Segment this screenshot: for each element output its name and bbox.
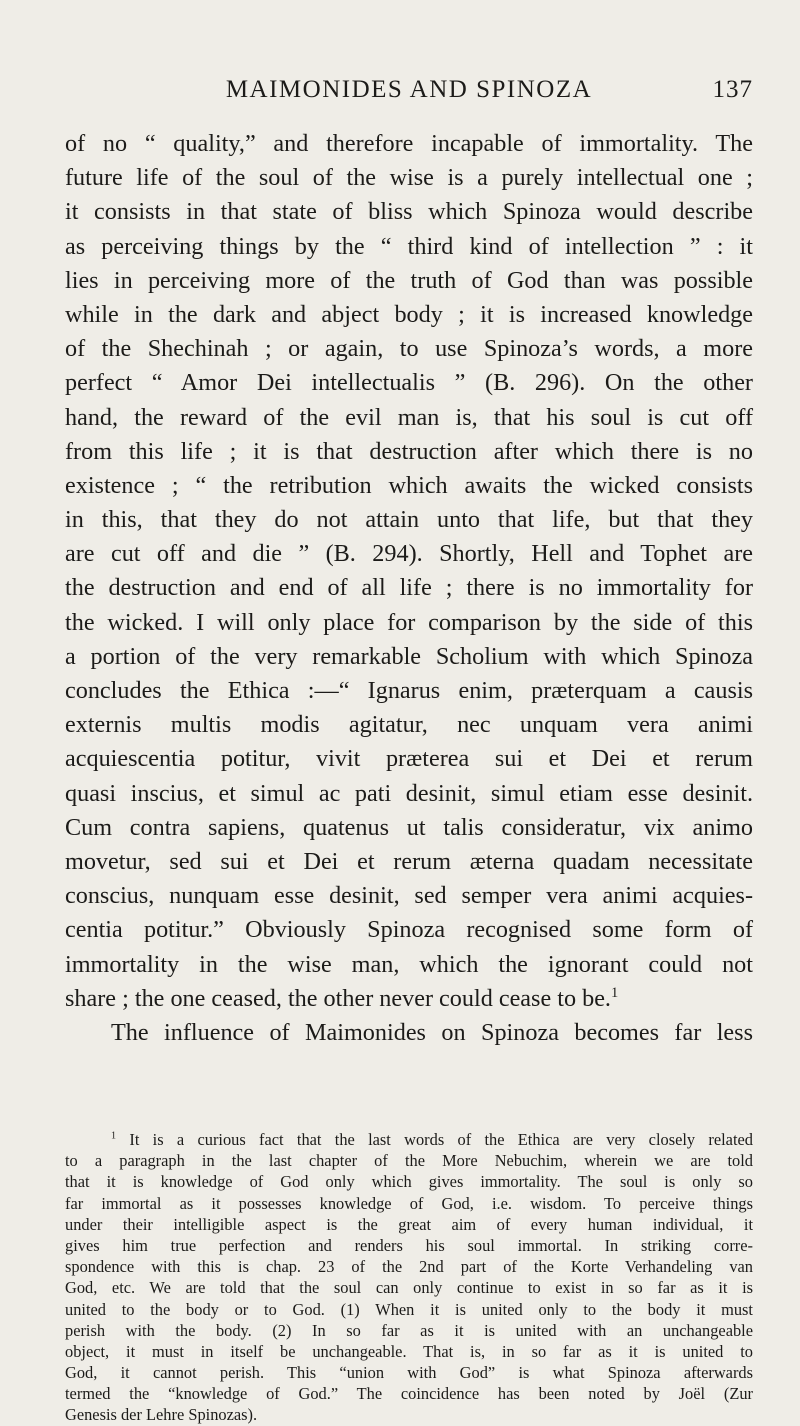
- footnote-line: object, it must in itself be unchangeable. That is, in so far as it is united to: [65, 1341, 753, 1361]
- text-line: while in the dark and abject body ; it is increased knowledge: [65, 300, 753, 328]
- text-line: future life of the soul of the wise is a purely intellectual one ;: [65, 164, 753, 192]
- text-line: as perceiving things by the “ third kind of intellection ” : it: [65, 232, 753, 260]
- text-line: it consists in that state of bliss which Spinoza would describe: [65, 198, 753, 226]
- footnote-line: far immortal as it possesses knowledge of God, i.e. wisdom. To perceive things: [65, 1193, 753, 1213]
- footnote-line: perish with the body. (2) In so far as it is united with an unchangeable: [65, 1320, 753, 1340]
- text-line: concludes the Ethica :—“ Ignarus enim, præterquam a causis: [65, 677, 753, 704]
- footnote-line: under their intelligible aspect is the great aim of every human individual, it: [65, 1214, 753, 1234]
- text-line: are cut off and die ” (B. 294). Shortly, Hell and Tophet are: [65, 540, 753, 568]
- text-line: conscius, nunquam esse desinit, sed semper vera animi acquies-: [65, 882, 753, 910]
- text-line: immortality in the wise man, which the ignorant could not: [65, 950, 753, 978]
- text-line-with-footnote: [65, 982, 753, 1016]
- footnote-line: to a paragraph in the last chapter of the More Nebuchim, wherein we are told: [65, 1151, 753, 1171]
- footnote-line: God, etc. We are told that the soul can only continue to exist in so far as it is: [65, 1278, 753, 1298]
- text-line: acquiescentia potitur, vivit præterea sui et Dei et rerum: [65, 745, 753, 773]
- page-header: [65, 68, 753, 108]
- footnote-reference: 1: [610, 984, 619, 1001]
- footnote-line: spondence with this is chap. 23 of the 2nd part of the Korte Verhandeling van: [65, 1257, 753, 1277]
- text-line: quasi inscius, et simul ac pati desinit, simul etiam esse desinit.: [65, 779, 753, 807]
- text-line: a portion of the very remarkable Scholium with which Spinoza: [65, 642, 753, 670]
- footnote-line: Genesis der Lehre Spinozas).: [65, 1405, 258, 1425]
- page-number: 137: [712, 76, 753, 103]
- text-line: externis multis modis agitatur, nec unquam vera animi: [65, 711, 753, 739]
- text-line: existence ; “ the retribution which awaits the wicked consists: [65, 471, 753, 499]
- footnote-line: gives him true perfection and renders his soul immortal. In striking corre-: [65, 1235, 753, 1255]
- footnote-line: united to the body or to God. (1) When it is united only to the body it must: [65, 1299, 753, 1319]
- footnote-line: God, it cannot perish. This “union with God” is what Spinoza afterwards: [65, 1363, 753, 1383]
- text-line: of no “ quality,” and therefore incapable of immortality. The: [65, 130, 753, 157]
- footnote-line: termed the “knowledge of God.” The coincidence has been noted by Joël (Zur: [65, 1384, 753, 1404]
- footnote: [65, 1129, 753, 1426]
- footnote-line: It is a curious fact that the last words of the Ethica are very closely related: [129, 1130, 753, 1149]
- footnote-marker: 1: [111, 1130, 117, 1142]
- text-line: hand, the reward of the evil man is, that his soul is cut off: [65, 403, 753, 431]
- text-line: the destruction and end of all life ; there is no immortality for: [65, 574, 753, 602]
- text-line: centia potitur.” Obviously Spinoza recognised some form of: [65, 916, 753, 944]
- text-line: in this, that they do not attain unto that life, but that they: [65, 506, 753, 534]
- text-line: the wicked. I will only place for comparison by the side of this: [65, 608, 753, 636]
- text-line: movetur, sed sui et Dei et rerum æterna quadam necessitate: [65, 847, 753, 875]
- running-head: MAIMONIDES AND SPINOZA: [225, 76, 593, 103]
- body-text: [65, 127, 753, 1050]
- footnote-line-first: [65, 1129, 753, 1150]
- text-line: The influence of Maimonides on Spinoza becomes far less: [111, 1018, 753, 1046]
- footnote-line: that it is knowledge of God only which gives immortality. The soul is only so: [65, 1172, 753, 1192]
- text-line: perfect “ Amor Dei intellectualis ” (B. 296). On the other: [65, 369, 753, 397]
- text-line: of the Shechinah ; or again, to use Spinoza’s words, a more: [65, 335, 753, 363]
- text-line: Cum contra sapiens, quatenus ut talis consideratur, vix animo: [65, 813, 753, 841]
- text-line: share ; the one ceased, the other never could cease to be.: [65, 984, 611, 1012]
- text-line: from this life ; it is that destruction after which there is no: [65, 437, 753, 465]
- text-line: lies in perceiving more of the truth of God than was possible: [65, 266, 753, 294]
